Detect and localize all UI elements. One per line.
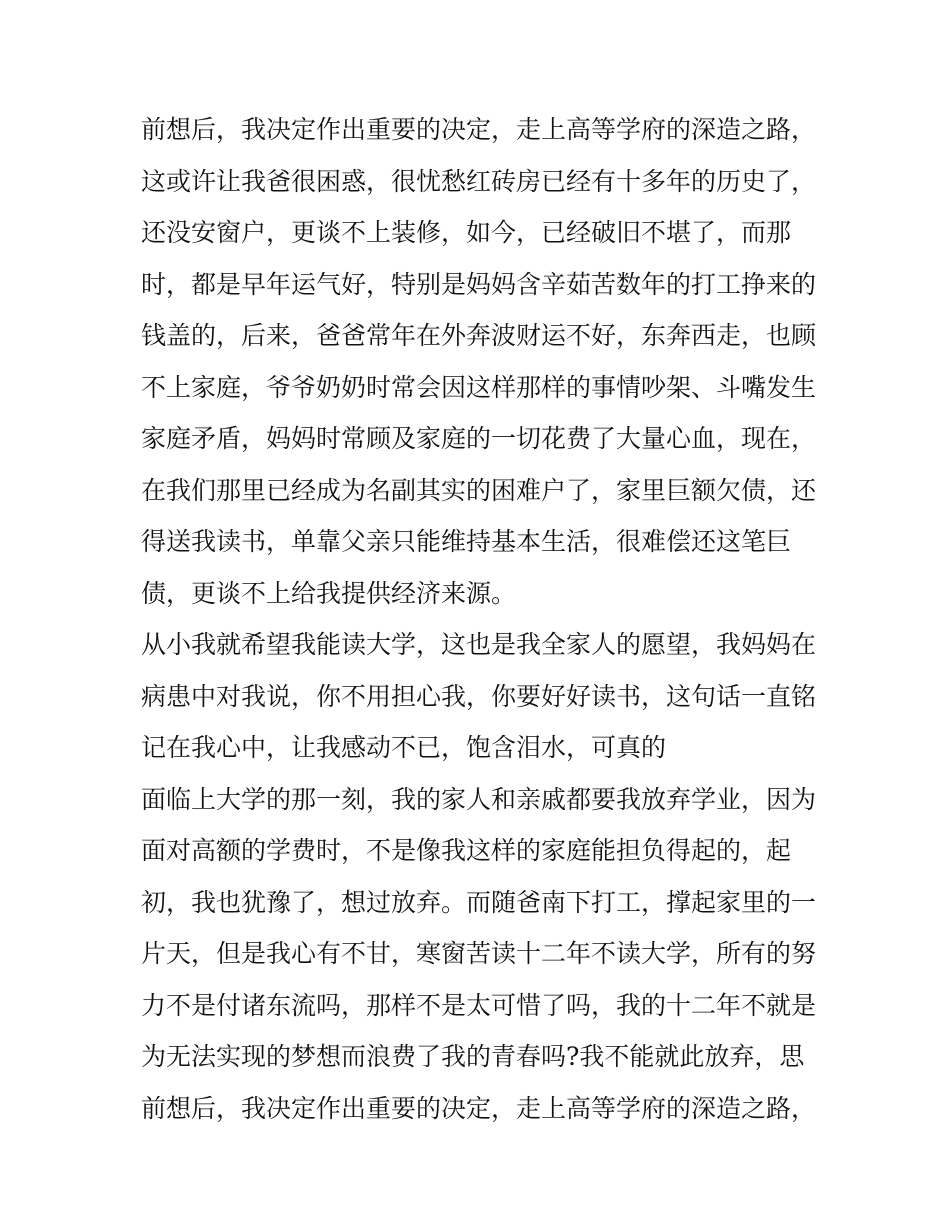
text-line: 在我们那里已经成为名副其实的困难户了，家里巨额欠债，还	[141, 475, 817, 505]
text-line: 还没安窗户，更谈不上装修，如今，已经破旧不堪了，而那	[141, 218, 792, 247]
text-line: 为无法实现的梦想而浪费了我的青春吗?我不能就此放弃，思	[141, 1042, 805, 1071]
text-line: 病患中对我说，你不用担心我，你要好好读书，这句话一直铭	[141, 681, 817, 711]
text-line: 面临上大学的那一刻，我的家人和亲戚都要我放弃学业，因为	[141, 784, 817, 814]
text-line: 力不是付诸东流吗，那样不是太可惜了吗，我的十二年不就是	[141, 990, 817, 1020]
text-line: 从小我就希望我能读大学，这也是我全家人的愿望，我妈妈在	[141, 630, 817, 659]
text-line: 钱盖的，后来，爸爸常年在外奔波财运不好，东奔西走，也顾	[141, 321, 817, 350]
text-line: 不上家庭，爷爷奶奶时常会因这样那样的事情吵架、斗嘴发生	[141, 372, 817, 402]
text-line: 时，都是早年运气好，特别是妈妈含辛茹苦数年的打工挣来的	[141, 269, 817, 299]
text-line: 得送我读书，单靠父亲只能维持基本生活，很难偿还这笔巨	[141, 527, 792, 556]
text-line: 前想后，我决定作出重要的决定，走上高等学府的深造之路，	[141, 1093, 817, 1123]
document-body	[141, 104, 821, 1134]
text-line: 片天，但是我心有不甘，寒窗苦读十二年不读大学，所有的努	[141, 939, 817, 968]
text-line: 家庭矛盾，妈妈时常顾及家庭的一切花费了大量心血，现在，	[141, 424, 817, 453]
text-line: 债，更谈不上给我提供经济来源。	[141, 578, 517, 608]
text-line: 面对高额的学费时，不是像我这样的家庭能担负得起的，起	[141, 836, 792, 865]
text-line: 初，我也犹豫了，想过放弃。而随爸南下打工，撑起家里的一	[141, 887, 817, 917]
text-line: 前想后，我决定作出重要的决定，走上高等学府的深造之路，	[141, 115, 817, 144]
text-line: 这或许让我爸很困惑，很忧愁红砖房已经有十多年的历史了，	[141, 166, 817, 196]
text-line: 记在我心中，让我感动不已，饱含泪水，可真的	[141, 733, 667, 762]
